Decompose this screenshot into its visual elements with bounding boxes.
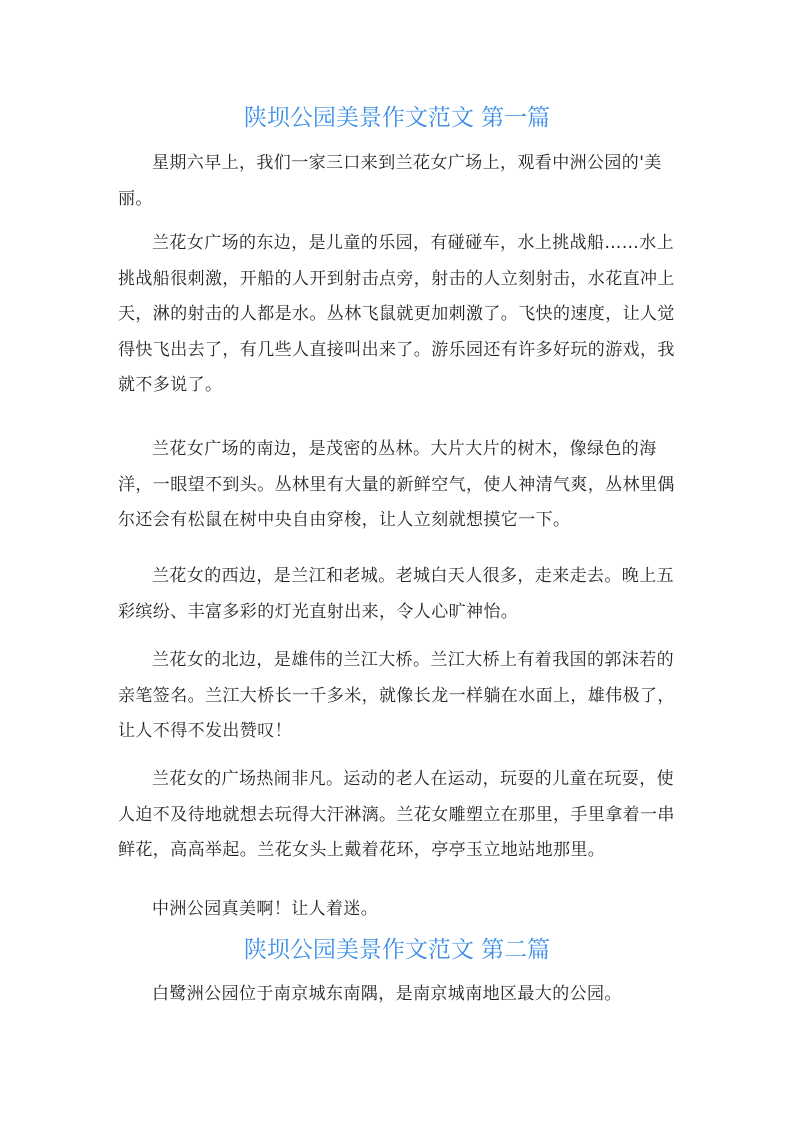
section-1-paragraph-5: 兰花女的北边，是雄伟的兰江大桥。兰江大桥上有着我国的郭沫若的亲笔签名。兰江大桥长一千多米，就像长龙一样躺在水面上，雄伟极了，让人不得不发出赞叹！ <box>118 650 675 742</box>
section-1-paragraph-3: 兰花女广场的南边，是茂密的丛林。大片大片的树木，像绿色的海洋，一眼望不到头。丛林里有大量的新鲜空气，使人神清气爽，丛林里偶尔还会有松鼠在树中央自由穿梭，让人立刻就想摸它一下。 <box>118 439 675 531</box>
section-1-paragraph-4: 兰花女的西边，是兰江和老城。老城白天人很多，走来走去。晚上五彩缤纷、丰富多彩的灯光直射出来，令人心旷神怡。 <box>118 566 674 622</box>
section-1-paragraph-1: 星期六早上，我们一家三口来到兰花女广场上，观看中洲公园的'美丽。 <box>118 153 662 209</box>
section-2-title: 陕坝公园美景作文范文 第二篇 <box>243 937 551 963</box>
section-2-paragraph-1: 白鹭洲公园位于南京城东南隅，是南京城南地区最大的公园。 <box>152 984 622 1004</box>
section-1-paragraph-2: 兰花女广场的东边，是儿童的乐园，有碰碰车，水上挑战船……水上挑战船很刺激，开船的人开到射击点旁，射击的人立刻射击，水花直冲上天，淋的射击的人都是水。丛林飞鼠就更加刺激了。飞快的速度，让人觉得快飞出去了，有几些人直接叫出来了。游乐园还有许多好玩的游戏，我就不多说了。 <box>118 233 675 396</box>
section-1-title: 陕坝公园美景作文范文 第一篇 <box>243 105 551 131</box>
section-1-paragraph-6: 兰花女的广场热闹非凡。运动的老人在运动，玩耍的儿童在玩耍，使人迫不及待地就想去玩得大汗淋漓。兰花女雕塑立在那里，手里拿着一串鲜花，高高举起。兰花女头上戴着花环，亭亭玉立地站地那里。 <box>118 769 675 861</box>
section-1-paragraph-7: 中洲公园真美啊！让人着迷。 <box>152 899 379 919</box>
